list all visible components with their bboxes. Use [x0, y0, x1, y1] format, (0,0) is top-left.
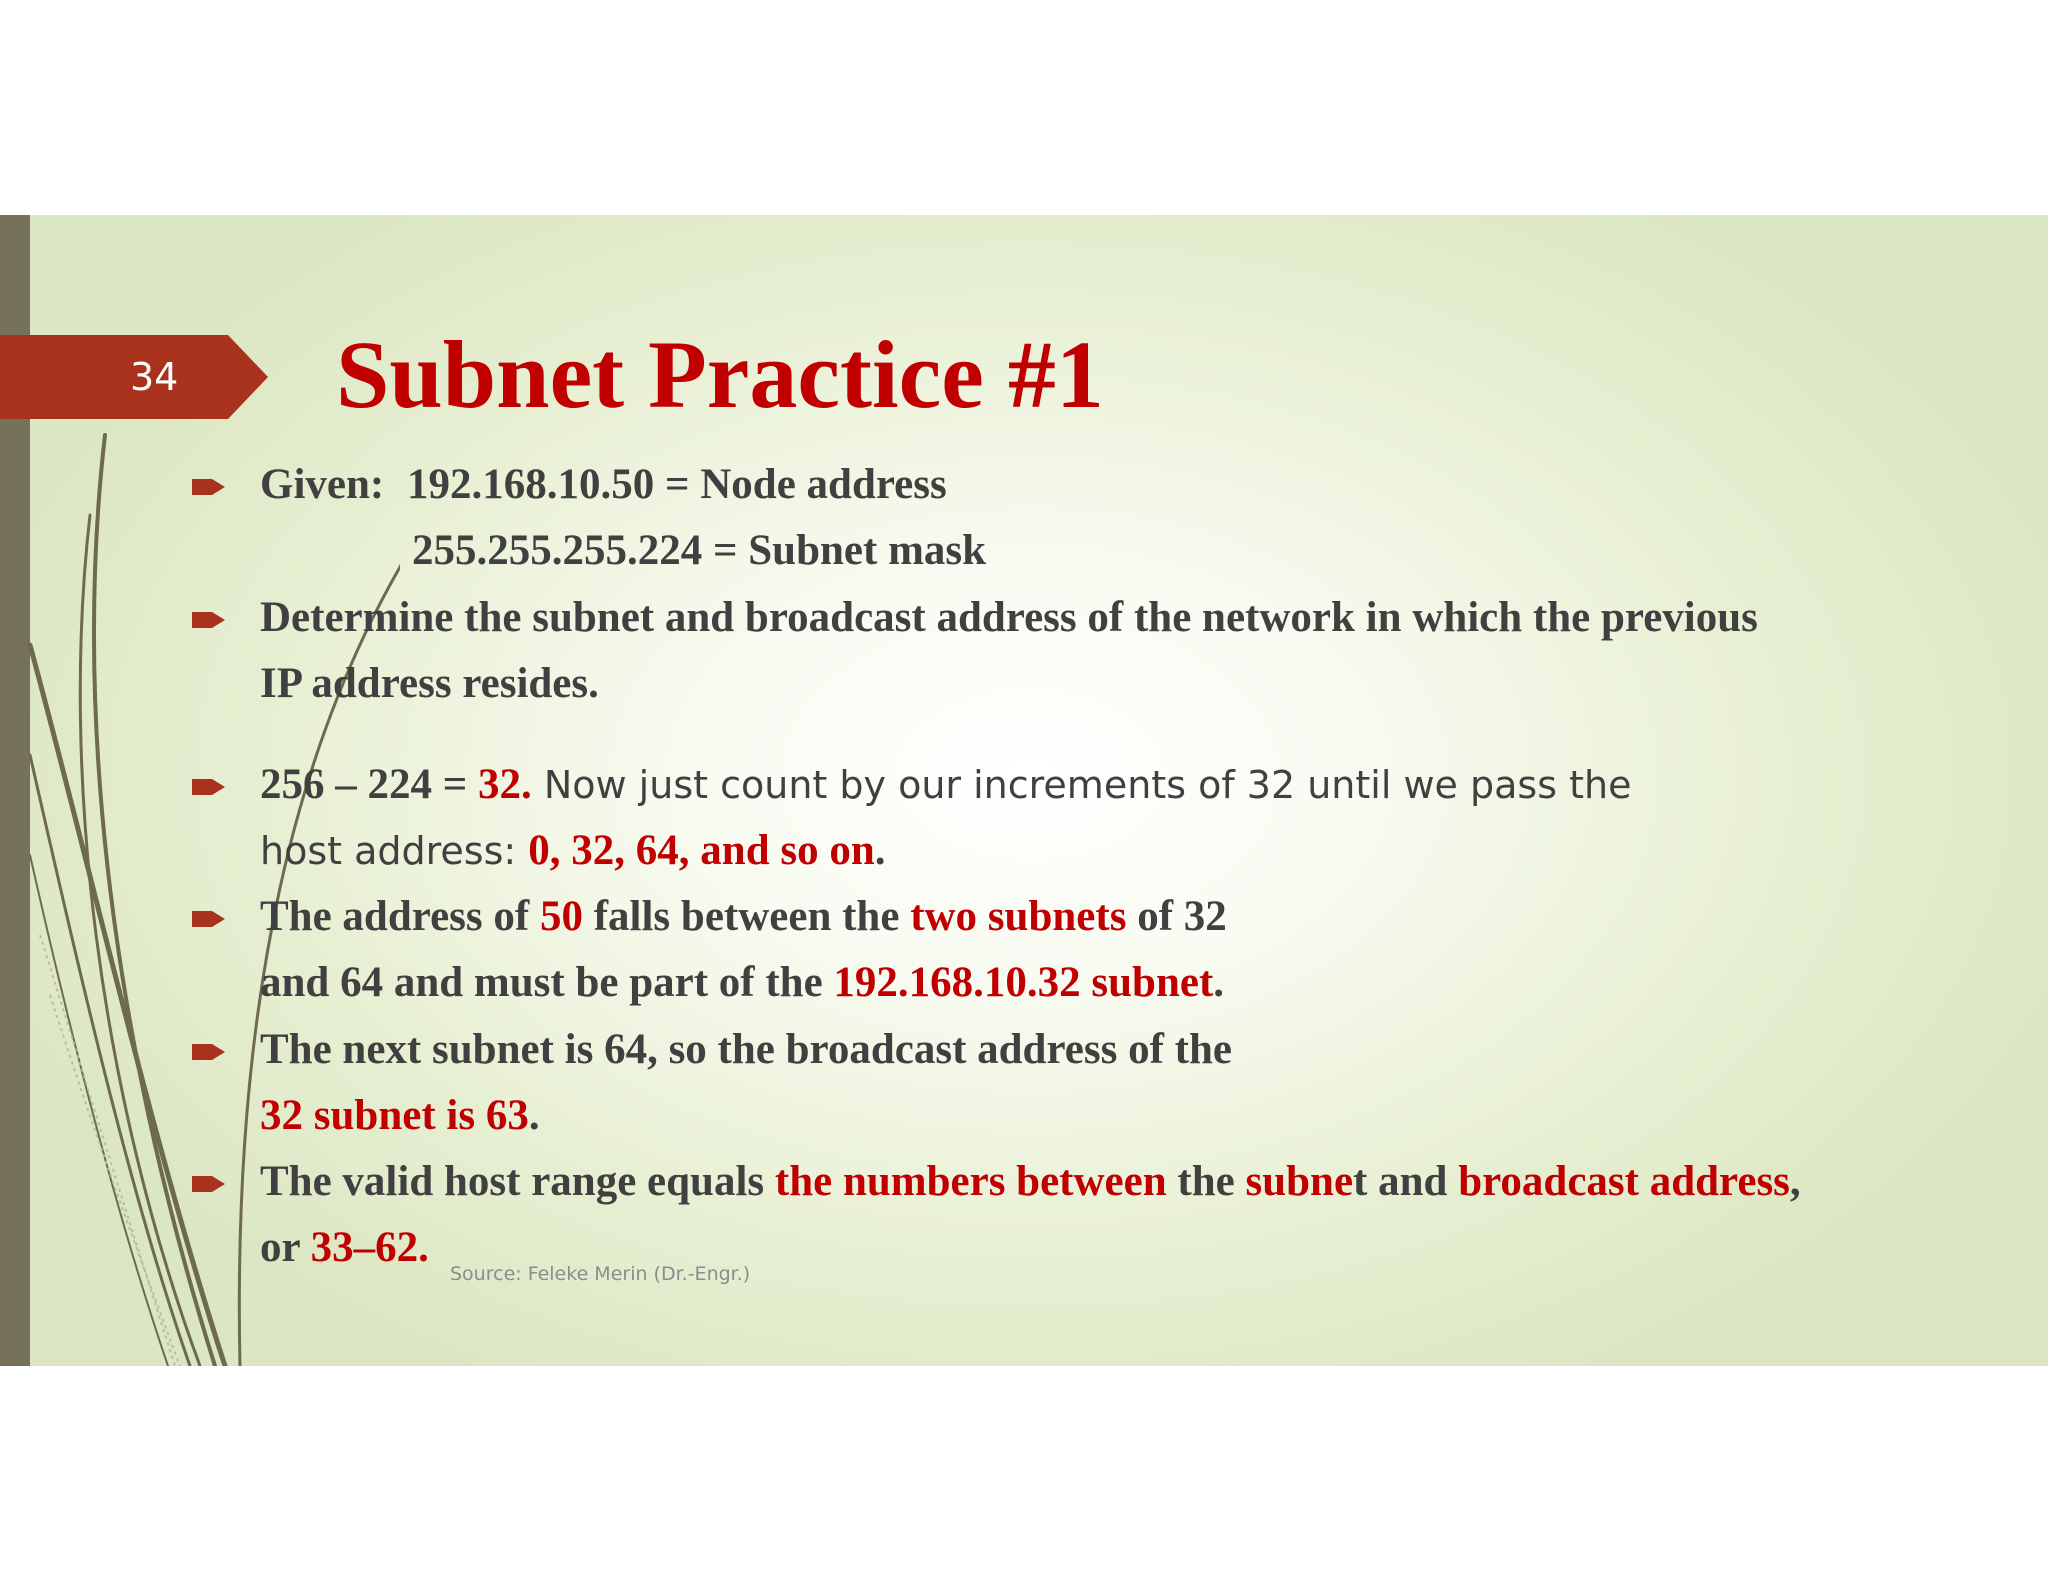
falls-line-1 — [260, 884, 1227, 950]
falls-two-subnets: two subnets — [910, 893, 1127, 940]
slide-number: 34 — [130, 355, 179, 399]
valid-line-2 — [260, 1215, 429, 1281]
falls-text-4: and 64 and must be part of the — [260, 959, 834, 1006]
falls-text-3: of 32 — [1126, 893, 1227, 940]
valid-broadcast-address: broadcast address — [1458, 1158, 1790, 1205]
next-line-2 — [260, 1083, 540, 1149]
arrow-bullet-icon — [192, 476, 226, 498]
valid-subnet: subne — [1245, 1158, 1354, 1205]
valid-text-3: t and — [1353, 1158, 1459, 1205]
determine-line-1: Determine the subnet and broadcast address of the network in which the previous — [260, 594, 1758, 641]
falls-text-1: The address of — [260, 893, 540, 940]
valid-text-2: the — [1166, 1158, 1246, 1205]
broadcast-result: 32 subnet is 63 — [260, 1092, 529, 1139]
falls-text-2: falls between the — [582, 893, 911, 940]
increment-end: . — [874, 827, 886, 874]
next-end: . — [528, 1092, 540, 1139]
slide-content — [0, 215, 2048, 1366]
given-line — [260, 452, 947, 518]
source-credit: Source: Feleke Merin (Dr.-Engr.) — [450, 1263, 751, 1285]
increment-sequence: 0, 32, 64, and so on — [528, 827, 875, 874]
valid-line-1 — [260, 1149, 1801, 1215]
increment-text: Now just count by our increments of 32 until we pass the — [531, 763, 1632, 807]
falls-line-2 — [260, 950, 1224, 1016]
valid-text-4: , — [1789, 1158, 1801, 1205]
determine-line-2: IP address resides. — [260, 660, 599, 707]
given-subnet-mask: 255.255.255.224 = Subnet mask — [412, 527, 987, 574]
slide-title: Subnet Practice #1 — [336, 321, 1104, 428]
increment-line-2 — [260, 818, 886, 884]
falls-text-5: . — [1213, 959, 1225, 1006]
given-node-address: 192.168.10.50 = Node address — [406, 461, 947, 508]
increment-value: 32. — [478, 761, 532, 808]
arrow-bullet-icon — [192, 1041, 226, 1063]
valid-text-1: The valid host range equals — [260, 1158, 775, 1205]
next-line-1: The next subnet is 64, so the broadcast address of the — [260, 1026, 1232, 1073]
valid-text-5: or — [260, 1224, 311, 1271]
valid-host-range: 33–62. — [310, 1224, 429, 1271]
valid-numbers-between: the numbers between — [774, 1158, 1167, 1205]
falls-address-50: 50 — [539, 893, 583, 940]
arrow-bullet-icon — [192, 1173, 226, 1195]
increment-expression: 256 – 224 = — [260, 761, 479, 808]
falls-subnet-address: 192.168.10.32 subnet — [833, 959, 1214, 1006]
arrow-bullet-icon — [192, 908, 226, 930]
host-address-label: host address: — [260, 829, 529, 873]
arrow-bullet-icon — [192, 609, 226, 631]
given-label: Given: — [260, 461, 385, 508]
arrow-bullet-icon — [192, 776, 226, 798]
slide — [0, 215, 2048, 1366]
increment-line-1 — [260, 752, 1631, 818]
